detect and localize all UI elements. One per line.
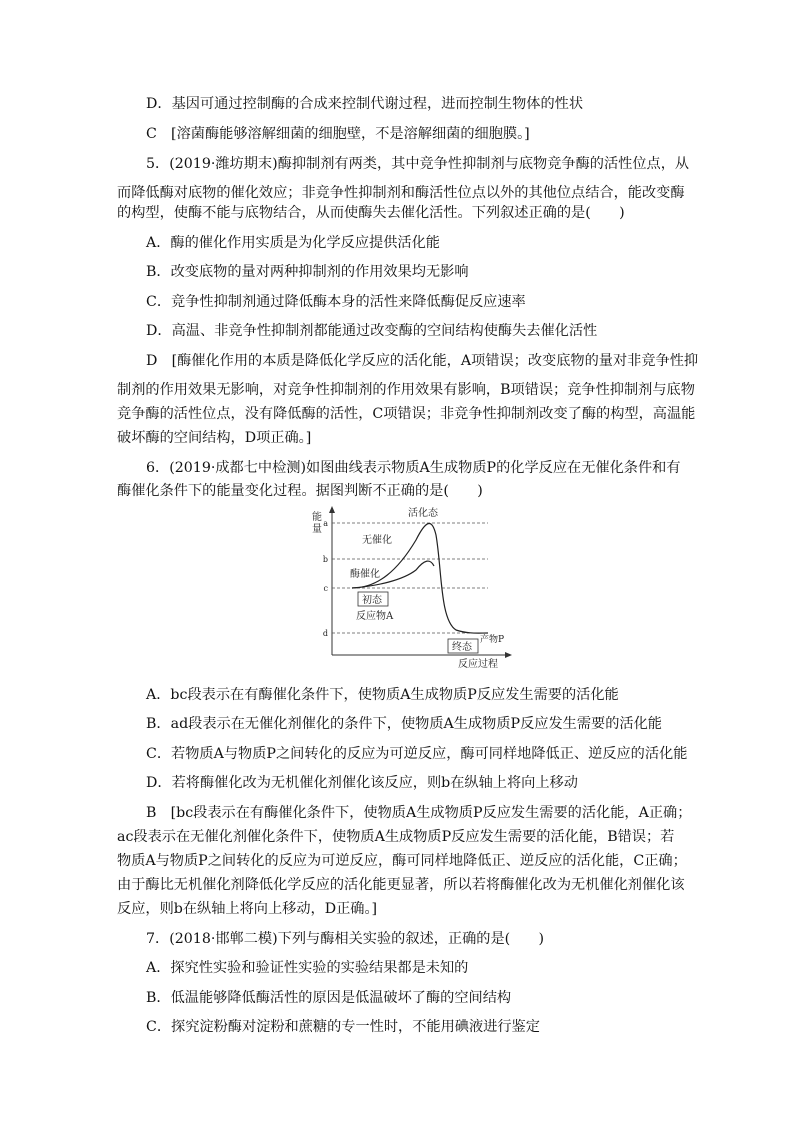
text-line: 由于酶比无机催化剂降低化学反应的活化能更显著，所以若将酶催化改为无机催化剂催化该: [117, 877, 685, 893]
text-line: 7．(2018·邯郸二模)下列与酶相关实验的叙述，正确的是( ): [146, 931, 545, 947]
level-d-label: d: [322, 629, 328, 638]
product-label: 产物P: [480, 635, 505, 645]
peak-label: 活化态: [408, 508, 438, 519]
text-line: 酶催化条件下的能量变化过程。据图判断不正确的是( ): [117, 483, 483, 499]
text-line: D．高温、非竞争性抑制剂都能通过改变酶的空间结构使酶失去催化活性: [146, 323, 598, 339]
text-line: D [酶催化作用的本质是降低化学反应的活化能，A项错误；改变底物的量对非竞争性抑: [146, 353, 699, 369]
energy-diagram: [308, 500, 513, 670]
x-axis-arrow: [505, 652, 512, 658]
y-axis-label: 能: [312, 512, 322, 523]
text-line: 的构型，使酶不能与底物结合，从而使酶失去催化活性。下列叙述正确的是( ): [117, 205, 625, 221]
level-a-label: a: [323, 519, 328, 528]
reactant-label: 反应物A: [356, 611, 394, 622]
text-line: A．探究性实验和验证性实验的实验结果都是未知的: [146, 960, 469, 976]
x-axis-label: 反应过程: [458, 659, 498, 670]
text-line: C [溶菌酶能够溶解细菌的细胞壁，不是溶解细菌的细胞膜。]: [146, 126, 530, 142]
text-line: 而降低酶对底物的催化效应；非竞争性抑制剂和酶活性位点以外的其他位点结合，能改变酶: [117, 185, 685, 201]
enzyme-label: 酶催化: [350, 569, 380, 580]
text-line: C．探究淀粉酶对淀粉和蔗糖的专一性时，不能用碘液进行鉴定: [146, 1019, 540, 1035]
text-line: A．bc段表示在有酶催化条件下，使物质A生成物质P反应发生需要的活化能: [146, 687, 619, 703]
final-state-label: 终态: [452, 642, 472, 653]
text-line: 6．(2019·成都七中检测)如图曲线表示物质A生成物质P的化学反应在无催化条件和有: [146, 460, 681, 476]
text-line: B．ad段表示在无催化剂催化的条件下，使物质A生成物质P反应发生需要的活化能: [146, 716, 662, 732]
text-line: 物质A与物质P之间转化的反应为可逆反应，酶可同样地降低正、逆反应的活化能，C正确；: [117, 853, 687, 869]
text-line: C．竞争性抑制剂通过降低酶本身的活性来降低酶促反应速率: [146, 294, 526, 310]
text-line: ac段表示在无催化剂催化条件下，使物质A生成物质P反应发生需要的活化能，B错误；若: [117, 829, 675, 845]
text-line: B．低温能够降低酶活性的原因是低温破坏了酶的空间结构: [146, 990, 512, 1006]
text-line: C．若物质A与物质P之间转化的反应为可逆反应，酶可同样地降低正、逆反应的活化能: [146, 746, 688, 762]
text-line: A．酶的催化作用实质是为化学反应提供活化能: [146, 235, 440, 251]
uncatalyzed-label: 无催化: [362, 535, 392, 546]
y-axis-arrow: [329, 506, 335, 513]
text-line: D．若将酶催化改为无机催化剂催化该反应，则b在纵轴上将向上移动: [146, 775, 578, 791]
level-c-label: c: [323, 584, 328, 593]
text-line: 破坏酶的空间结构，D项正确。]: [117, 430, 312, 446]
text-line: 反应，则b在纵轴上将向上移动，D正确。]: [117, 901, 378, 917]
text-line: 5．(2019·潍坊期末)酶抑制剂有两类，其中竞争性抑制剂与底物竞争酶的活性位点，从: [146, 156, 690, 172]
y-axis-label-2: 量: [312, 524, 322, 535]
text-line: B．改变底物的量对两种抑制剂的作用效果均无影响: [146, 264, 469, 280]
text-line: B [bc段表示在有酶催化条件下，使物质A生成物质P反应发生需要的活化能，A正确；: [146, 805, 692, 821]
level-b-label: b: [322, 555, 328, 564]
initial-state-label: 初态: [362, 595, 382, 606]
text-line: 制剂的作用效果无影响，对竞争性抑制剂的作用效果有影响，B项错误；竞争性抑制剂与底物: [117, 382, 695, 398]
text-line: D．基因可通过控制酶的合成来控制代谢过程，进而控制生物体的性状: [146, 96, 584, 112]
text-line: 竞争酶的活性位点，没有降低酶的活性，C项错误；非竞争性抑制剂改变了酶的构型，高温能: [117, 406, 696, 422]
